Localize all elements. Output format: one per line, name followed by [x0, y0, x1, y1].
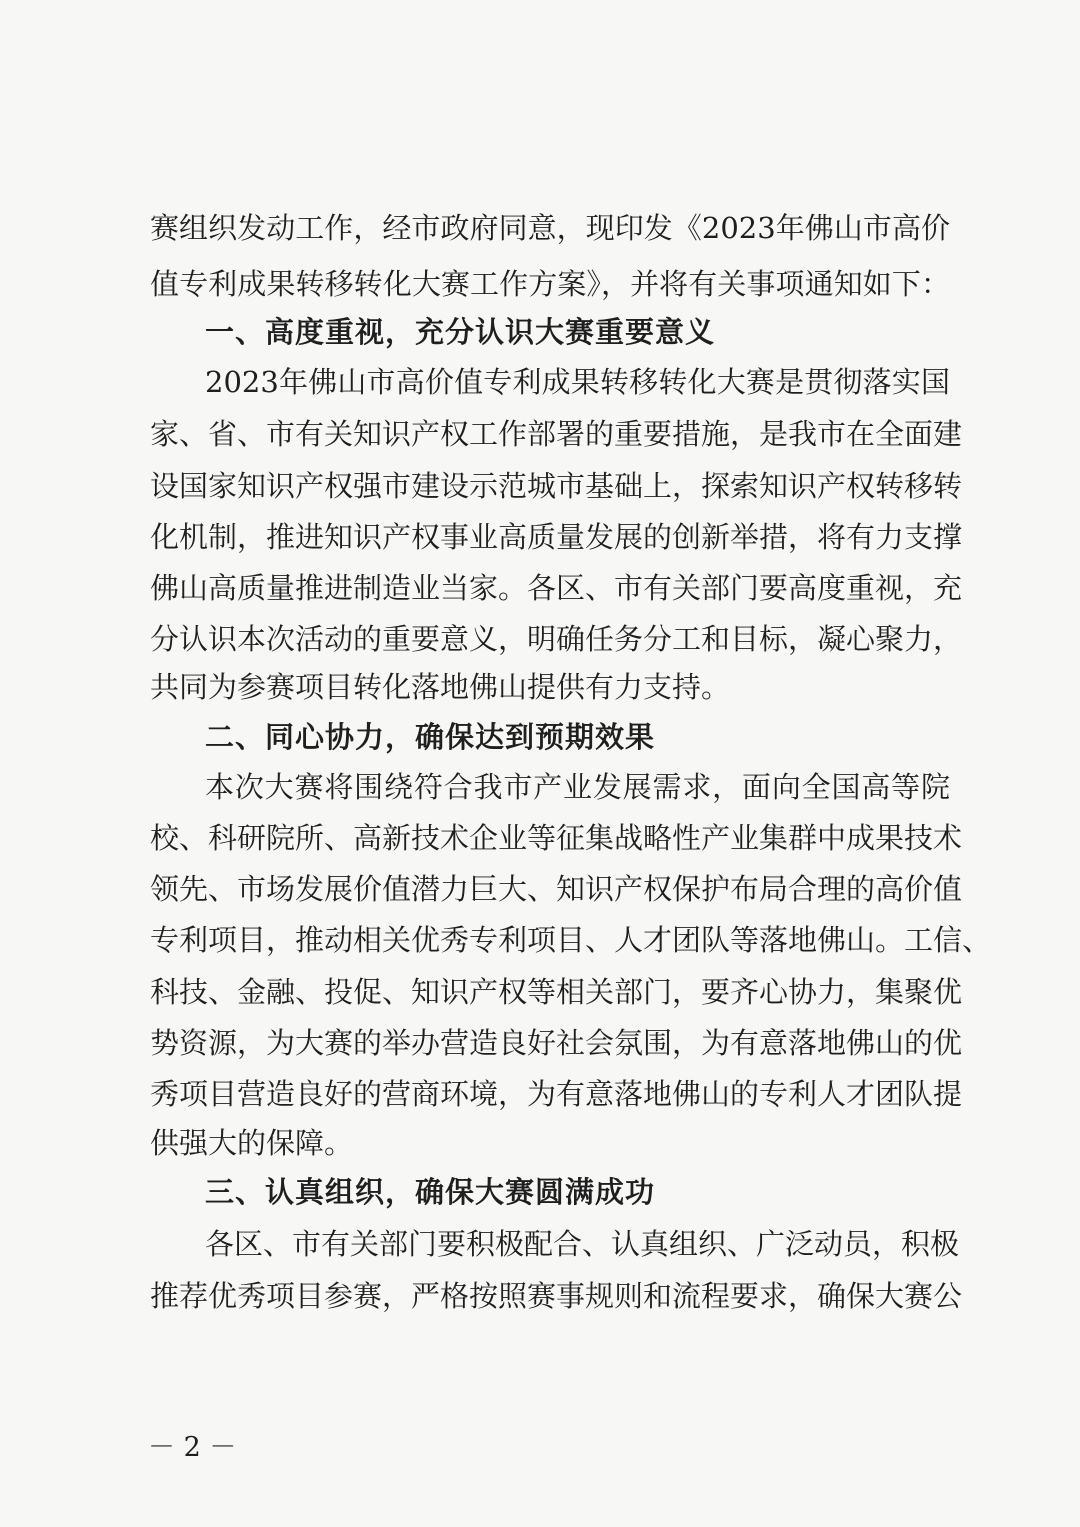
- section-heading-3: 三、认真组织，确保大赛圆满成功: [205, 1175, 656, 1209]
- body-line-15: 势资源，为大赛的举办营造良好社会氛围，为有意落地佛山的优: [150, 1026, 963, 1060]
- body-line-19: 推荐优秀项目参赛，严格按照赛事规则和流程要求，确保大赛公: [150, 1279, 963, 1313]
- body-line-13: 专利项目，推动相关优秀专利项目、人才团队等落地佛山。工信、: [150, 923, 992, 957]
- body-line-3: 2023年佛山市高价值专利成果转移转化大赛是贯彻落实国: [205, 365, 950, 399]
- body-line-4: 家、省、市有关知识产权工作部署的重要措施，是我市在全面建: [150, 417, 963, 451]
- body-line-12: 领先、市场发展价值潜力巨大、知识产权保护布局合理的高价值: [150, 872, 963, 906]
- body-line-8: 分认识本次活动的重要意义，明确任务分工和目标，凝心聚力，: [150, 622, 963, 656]
- body-line-17: 供强大的保障。: [150, 1126, 354, 1160]
- body-line-1: 赛组织发动工作，经市政府同意，现印发《2023年佛山市高价: [150, 211, 950, 245]
- body-line-2: 值专利成果转移转化大赛工作方案》，并将有关事项通知如下：: [150, 267, 950, 301]
- body-line-10: 本次大赛将围绕符合我市产业发展需求，面向全国高等院: [205, 770, 950, 804]
- page-number: － 2 －: [148, 1432, 237, 1463]
- section-heading-2: 二、同心协力，确保达到预期效果: [205, 720, 656, 754]
- body-line-14: 科技、金融、投促、知识产权等相关部门，要齐心协力，集聚优: [150, 975, 963, 1009]
- body-line-5: 设国家知识产权强市建设示范城市基础上，探索知识产权转移转: [150, 469, 963, 503]
- body-line-11: 校、科研院所、高新技术企业等征集战略性产业集群中成果技术: [150, 821, 963, 855]
- body-line-16: 秀项目营造良好的营商环境，为有意落地佛山的专利人才团队提: [150, 1077, 963, 1111]
- body-line-7: 佛山高质量推进制造业当家。各区、市有关部门要高度重视，充: [150, 571, 963, 605]
- body-line-6: 化机制，推进知识产权事业高质量发展的创新举措，将有力支撑: [150, 520, 963, 554]
- body-line-9: 共同为参赛项目转化落地佛山提供有力支持。: [150, 670, 731, 704]
- body-line-18: 各区、市有关部门要积极配合、认真组织、广泛动员，积极: [205, 1227, 960, 1261]
- section-heading-1: 一、高度重视，充分认识大赛重要意义: [205, 315, 716, 349]
